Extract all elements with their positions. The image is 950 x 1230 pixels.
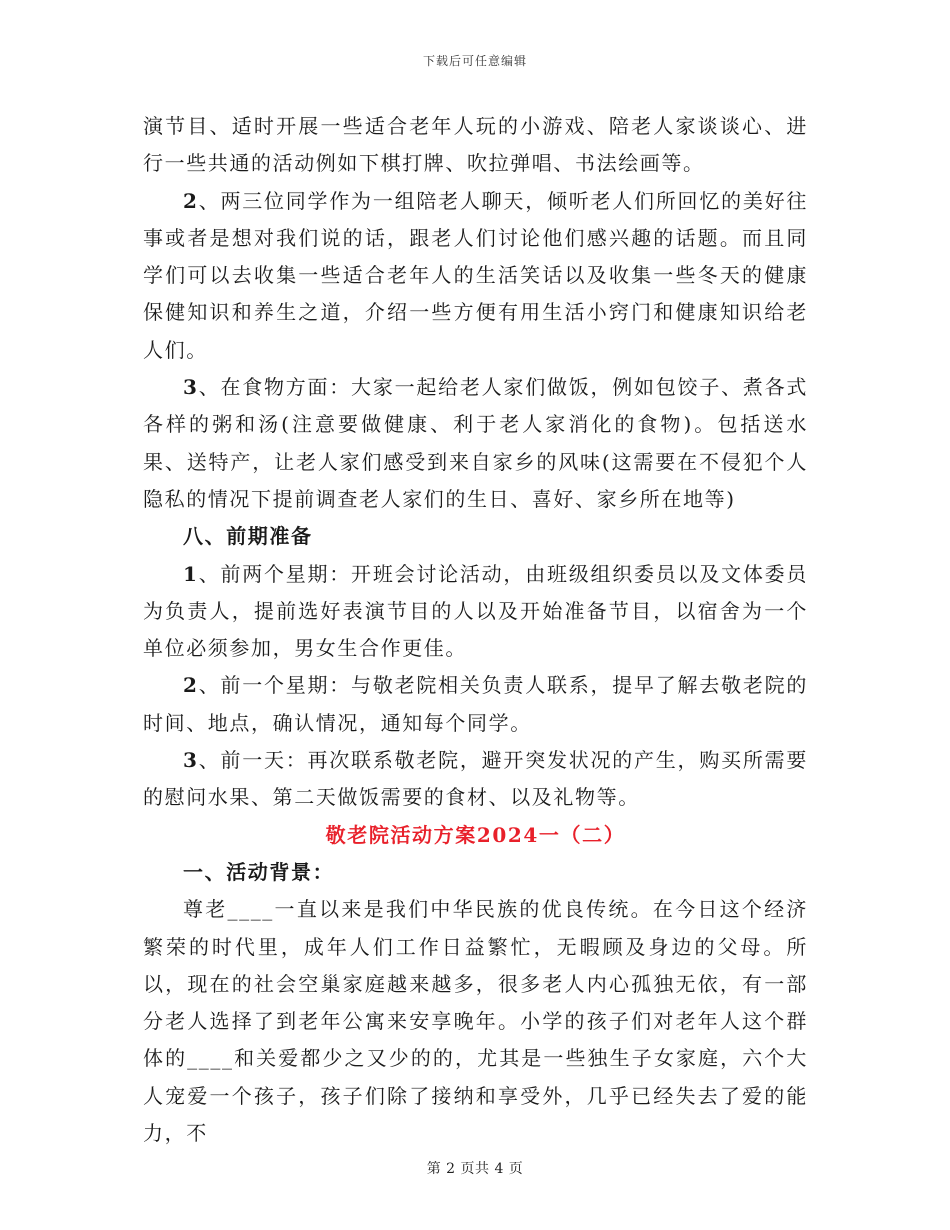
item-number: 2 — [183, 673, 199, 698]
paragraph-continued: 演节目、适时开展一些适合老年人玩的小游戏、陪老人家谈谈心、进行一些共通的活动例如下棋打牌、吹拉弹唱、书法绘画等。 — [143, 114, 808, 176]
item-number: 3 — [183, 375, 199, 400]
paragraph-background: 尊老____一直以来是我们中华民族的优良传统。在今日这个经济繁荣的时代里，成年人们工作日益繁忙，无暇顾及身边的父母。所以，现在的社会空巢家庭越来越多，很多老人内心孤独无依，有一部分老人选择了到老年公寓来安享晚年。小学的孩子们对老年人这个群体的____和关爱都少之又少的的，尤其是一些独生子女家庭，六个大人宠爱一个孩子，孩子们除了接纳和享受外，几乎已经失去了爱的能力，不 — [143, 897, 808, 1146]
item-number: 1 — [183, 561, 199, 586]
page-footer: 第 2 页共 4 页 — [426, 1161, 524, 1177]
paragraph-item-3 — [143, 369, 808, 518]
item-text: 、两三位同学作为一组陪老人聊天，倾听老人们所回忆的美好往事或者是想对我们说的话，跟老人们讨论他们感兴趣的话题。而且同学们可以去收集一些适合老年人的生活笑话以及收集一些冬天的健康保健知识和养生之道，介绍一些方便有用生活小窍门和健康知识给老人们。 — [143, 188, 808, 362]
document-body — [143, 108, 808, 1152]
paragraph-item-2 — [143, 183, 808, 369]
item-number: 2 — [183, 188, 199, 213]
item-text: 、前一个星期：与敬老院相关负责人联系，提早了解去敬老院的时间、地点，确认情况，通知每个同学。 — [143, 673, 808, 735]
paragraph-prep-2 — [143, 667, 808, 742]
page-header-note: 下载后可任意编辑 — [422, 54, 527, 68]
item-text: 、前两个星期：开班会讨论活动，由班级组织委员以及文体委员为负责人，提前选好表演节目的人以及开始准备节目，以宿舍为一个单位必须参加，男女生合作更佳。 — [143, 561, 808, 661]
document-title: 敬老院活动方案2024一（二） — [325, 822, 626, 847]
section-heading-background: 一、活动背景： — [183, 859, 335, 884]
item-text: 、在食物方面：大家一起给老人家们做饭，例如包饺子、煮各式各样的粥和汤(注意要做健康、利于老人家消化的食物)。包括送水果、送特产，让老人家们感受到来自家乡的风味(这需要在不侵犯个人隐私的情况下提前调查老人家们的生日、喜好、家乡所在地等) — [143, 375, 808, 511]
item-number: 3 — [183, 748, 199, 773]
item-text: 、前一天：再次联系敬老院，避开突发状况的产生，购买所需要的慰问水果、第二天做饭需要的食材、以及礼物等。 — [143, 748, 808, 810]
paragraph-prep-3 — [143, 742, 808, 817]
section-heading-preparation: 八、前期准备 — [183, 524, 313, 549]
paragraph-prep-1 — [143, 556, 808, 668]
